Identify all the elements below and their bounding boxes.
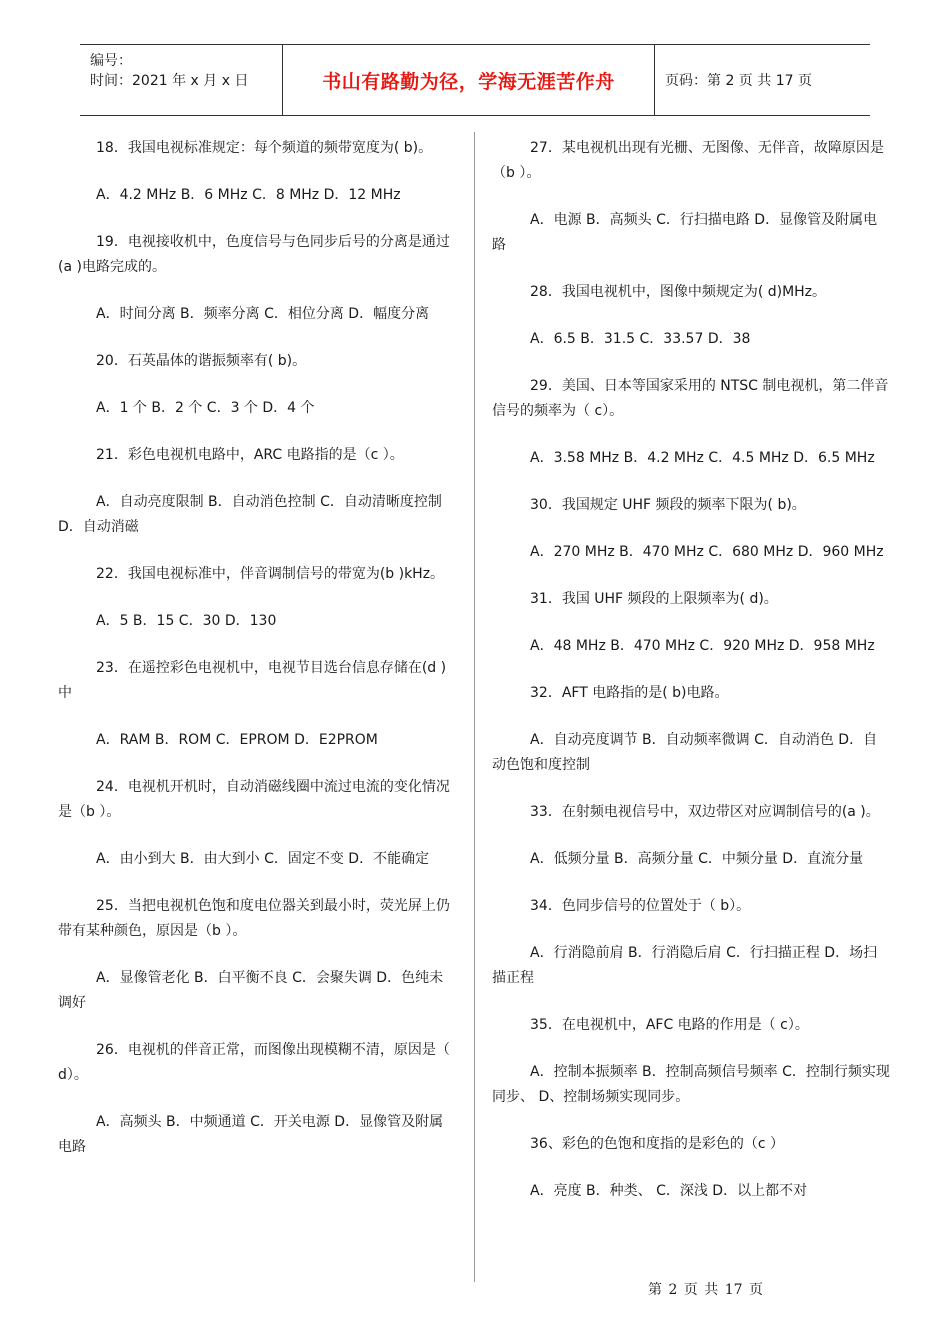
question-text: 32．AFT 电路指的是( b)电路。 [530,685,729,701]
question-text: 22．我国电视标准中，伴音调制信号的带宽为(b )kHz。 [96,566,445,582]
question-text: 20．石英晶体的谐振频率有( b)。 [96,353,307,369]
page-header [80,44,870,116]
question-text: 21．彩色电视机电路中，ARC 电路指的是（c ）。 [96,447,404,463]
answer-options: A．电源 B．高频头 C．行扫描电路 D．显像管及附属电路 [492,212,878,253]
header-motto-cell [282,45,655,115]
page-footer: 第 2 页 共 17 页 [648,1282,763,1298]
number-label: 编号： [90,53,132,69]
question-text: 35．在电视机中，AFC 电路的作用是（ c）。 [530,1017,809,1033]
answer-options: A．控制本振频率 B．控制高频信号频率 C．控制行频实现同步、 D、控制场频实现同步。 [492,1064,890,1105]
question-text: 34．色同步信号的位置处于（ b）。 [530,898,751,914]
question-text: 33．在射频电视信号中，双边带区对应调制信号的(a )。 [530,804,880,820]
answer-options: A．自动亮度调节 B．自动频率微调 C．自动消色 D．自动色饱和度控制 [492,732,878,773]
right-column [492,136,890,1226]
answer-options: A．由小到大 B．由大到小 C．固定不变 D．不能确定 [96,851,430,867]
answer-options: A．低频分量 B．高频分量 C．中频分量 D．直流分量 [530,851,864,867]
answer-options: A．行消隐前肩 B．行消隐后肩 C．行扫描正程 D．场扫描正程 [492,945,878,986]
answer-options: A．6.5 B．31.5 C．33.57 D．38 [530,331,751,347]
page-code: 页码：第 2 页 共 17 页 [665,73,812,89]
question-text: 27．某电视机出现有光栅、无图像、无伴音，故障原因是（b ）。 [492,140,884,181]
answer-options: A．自动亮度限制 B．自动消色控制 C．自动清晰度控制 D．自动消磁 [58,494,442,535]
answer-options: A．48 MHz B．470 MHz C．920 MHz D．958 MHz [530,638,875,654]
answer-options: A．RAM B．ROM C．EPROM D．E2PROM [96,732,378,748]
question-text: 18．我国电视标准规定：每个频道的频带宽度为( b)。 [96,140,433,156]
answer-options: A．3.58 MHz B．4.2 MHz C．4.5 MHz D．6.5 MHz [530,450,875,466]
answer-options: A．4.2 MHz B．6 MHz C．8 MHz D．12 MHz [96,187,401,203]
answer-options: A．亮度 B．种类、 C．深浅 D．以上都不对 [530,1183,808,1199]
answer-options: A．显像管老化 B．白平衡不良 C．会聚失调 D．色纯未调好 [58,970,444,1011]
question-text: 30．我国规定 UHF 频段的频率下限为( b)。 [530,497,806,513]
column-divider [474,132,475,1282]
answer-options: A．高频头 B．中频通道 C．开关电源 D．显像管及附属电路 [58,1114,444,1155]
question-text: 28．我国电视机中，图像中频规定为( d)MHz。 [530,284,827,300]
question-text: 19．电视接收机中，色度信号与色同步后号的分离是通过(a )电路完成的。 [58,234,450,275]
question-text: 31．我国 UHF 频段的上限频率为( d)。 [530,591,778,607]
answer-options: A．270 MHz B．470 MHz C．680 MHz D．960 MHz [530,544,884,560]
question-text: 29．美国、日本等国家采用的 NTSC 制电视机，第二伴音信号的频率为（ c）。 [492,378,889,419]
left-column [58,136,453,1182]
answer-options: A．时间分离 B．频率分离 C．相位分离 D．幅度分离 [96,306,430,322]
answer-options: A．1 个 B．2 个 C．3 个 D．4 个 [96,400,315,416]
question-text: 36、彩色的色饱和度指的是彩色的（c ） [530,1136,784,1152]
motto-text: 书山有路勤为径，学海无涯苦作舟 [322,70,615,93]
question-text: 26．电视机的伴音正常，而图像出现模糊不清，原因是（ d）。 [58,1042,450,1083]
header-meta [80,45,282,115]
answer-options: A．5 B．15 C．30 D．130 [96,613,277,629]
question-text: 25．当把电视机色饱和度电位器关到最小时，荧光屏上仍带有某种颜色，原因是（b ）。 [58,898,450,939]
time-label: 时间：2021 年 x 月 x 日 [90,73,249,89]
header-page-code-cell [655,45,870,115]
question-text: 24．电视机开机时，自动消磁线圈中流过电流的变化情况是（b ）。 [58,779,450,820]
question-text: 23．在遥控彩色电视机中，电视节目选台信息存储在(d )中 [58,660,447,701]
